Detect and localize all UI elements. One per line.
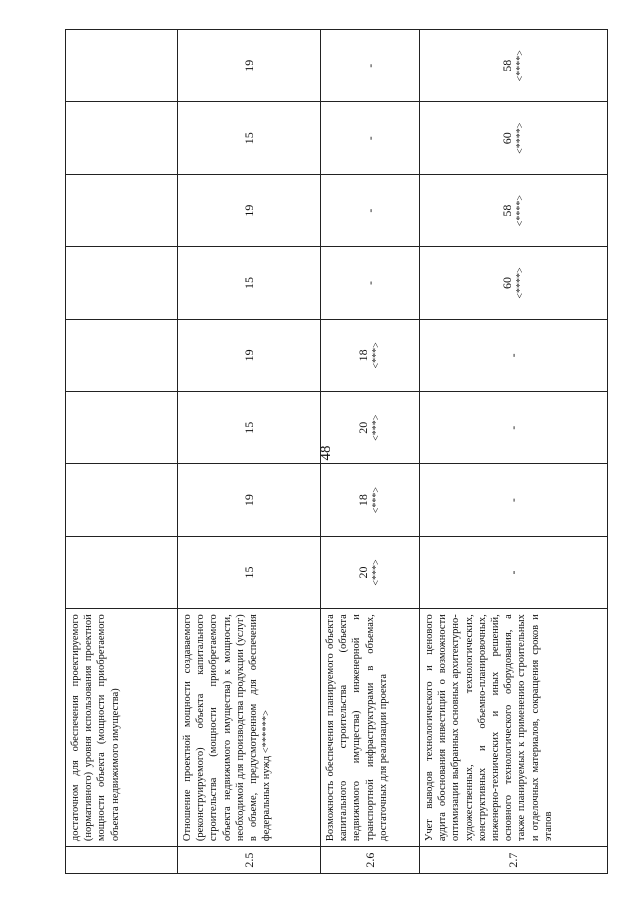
score-cell [66, 174, 178, 246]
criterion-text: достаточном для обеспечения проектируемого (нормативного) уровня использования проектной мощности объекта (мощности приобретаемого объекта недвижимого имущества) [66, 609, 178, 847]
score-cell [420, 319, 608, 391]
score-cell [420, 247, 608, 319]
score-value: 18 [356, 494, 370, 507]
score-cell [321, 319, 420, 391]
criterion-text: Отношение проектной мощности создаваемого (реконструируемого) объекта капитального строительства (мощности приобретаемого объекта недвижимого имущества) к мощности, необходимой для производства продукции (услуг) в объеме, предусмотренном для обеспечения федеральных нужд <******> [178, 609, 321, 847]
score-value: 19 [241, 204, 256, 217]
row-number: 2.6 [321, 847, 420, 874]
score-cell [420, 464, 608, 536]
table-row [321, 30, 420, 874]
score-cell [66, 464, 178, 536]
score-cell [66, 392, 178, 464]
footnote-mark: <****> [514, 122, 526, 154]
score-cell [66, 536, 178, 608]
score-cell [321, 536, 420, 608]
table-body [66, 30, 608, 874]
score-cell [321, 392, 420, 464]
footnote-mark: <***> [371, 414, 382, 441]
score-value: 20 [356, 421, 370, 434]
score-value: 15 [241, 132, 256, 145]
score-value: - [362, 136, 377, 141]
score-cell [321, 464, 420, 536]
score-cell [178, 247, 321, 319]
score-cell [420, 174, 608, 246]
score-cell [178, 464, 321, 536]
score-cell [420, 30, 608, 102]
score-cell [321, 102, 420, 174]
score-cell [66, 247, 178, 319]
page-number: 48 [318, 445, 334, 461]
criteria-table-container [65, 29, 607, 874]
score-value: 15 [241, 276, 256, 289]
score-value: 58 [499, 204, 514, 217]
score-value: 18 [356, 349, 370, 362]
criteria-table [65, 29, 608, 874]
score-value: - [362, 63, 377, 68]
footnote-mark: <***> [371, 342, 382, 369]
score-cell [321, 30, 420, 102]
footnote-mark: <***> [371, 559, 382, 586]
footnote-mark: <***> [371, 487, 382, 514]
score-value: 19 [241, 59, 256, 72]
score-value: 58 [499, 59, 514, 72]
score-cell [178, 536, 321, 608]
score-cell [178, 30, 321, 102]
score-value: - [506, 353, 520, 358]
score-value: 60 [499, 276, 514, 289]
criterion-text: Возможность обеспечения планируемого объекта капитального строительства (объекта недвижимого имущества) инженерной и транспортной инфраструктурами в объемах, достаточных для реализации проекта [321, 609, 420, 847]
score-value: 15 [241, 566, 256, 579]
score-value: - [506, 425, 520, 430]
table-row [178, 30, 321, 874]
score-cell [420, 536, 608, 608]
score-cell [420, 102, 608, 174]
score-value: - [506, 498, 520, 503]
score-value: 19 [241, 349, 256, 362]
score-cell [178, 174, 321, 246]
score-value: - [362, 208, 377, 213]
score-value: - [362, 280, 377, 285]
score-cell [178, 102, 321, 174]
score-value: 60 [499, 132, 514, 145]
footnote-mark: <****> [514, 194, 526, 227]
score-value: - [506, 570, 520, 575]
footnote-mark: <****> [514, 267, 526, 299]
score-value: 19 [241, 494, 256, 507]
table-row [66, 30, 178, 874]
row-number: 2.7 [420, 847, 608, 874]
score-value: 15 [241, 421, 256, 434]
score-cell [178, 319, 321, 391]
score-cell [66, 319, 178, 391]
row-number: 2.5 [178, 847, 321, 874]
table-row [420, 30, 608, 874]
row-number [66, 847, 178, 874]
score-cell [66, 102, 178, 174]
score-cell [321, 247, 420, 319]
score-value: 20 [356, 566, 370, 579]
footnote-mark: <****> [514, 50, 526, 82]
score-cell [178, 392, 321, 464]
score-cell [66, 30, 178, 102]
score-cell [321, 174, 420, 246]
score-cell [420, 392, 608, 464]
criterion-text: Учет выводов технологического и ценового аудита обоснования инвестиций о возможности оптимизации выбранных основных архитектурно-художественных, технологических, конструктивных и объемно-планировочных, инженерно-технических и иных решений, основного технологического оборудования, а также планируемых к применению строительных и отделочных материалов, сокращения сроков и этапов [420, 609, 608, 847]
